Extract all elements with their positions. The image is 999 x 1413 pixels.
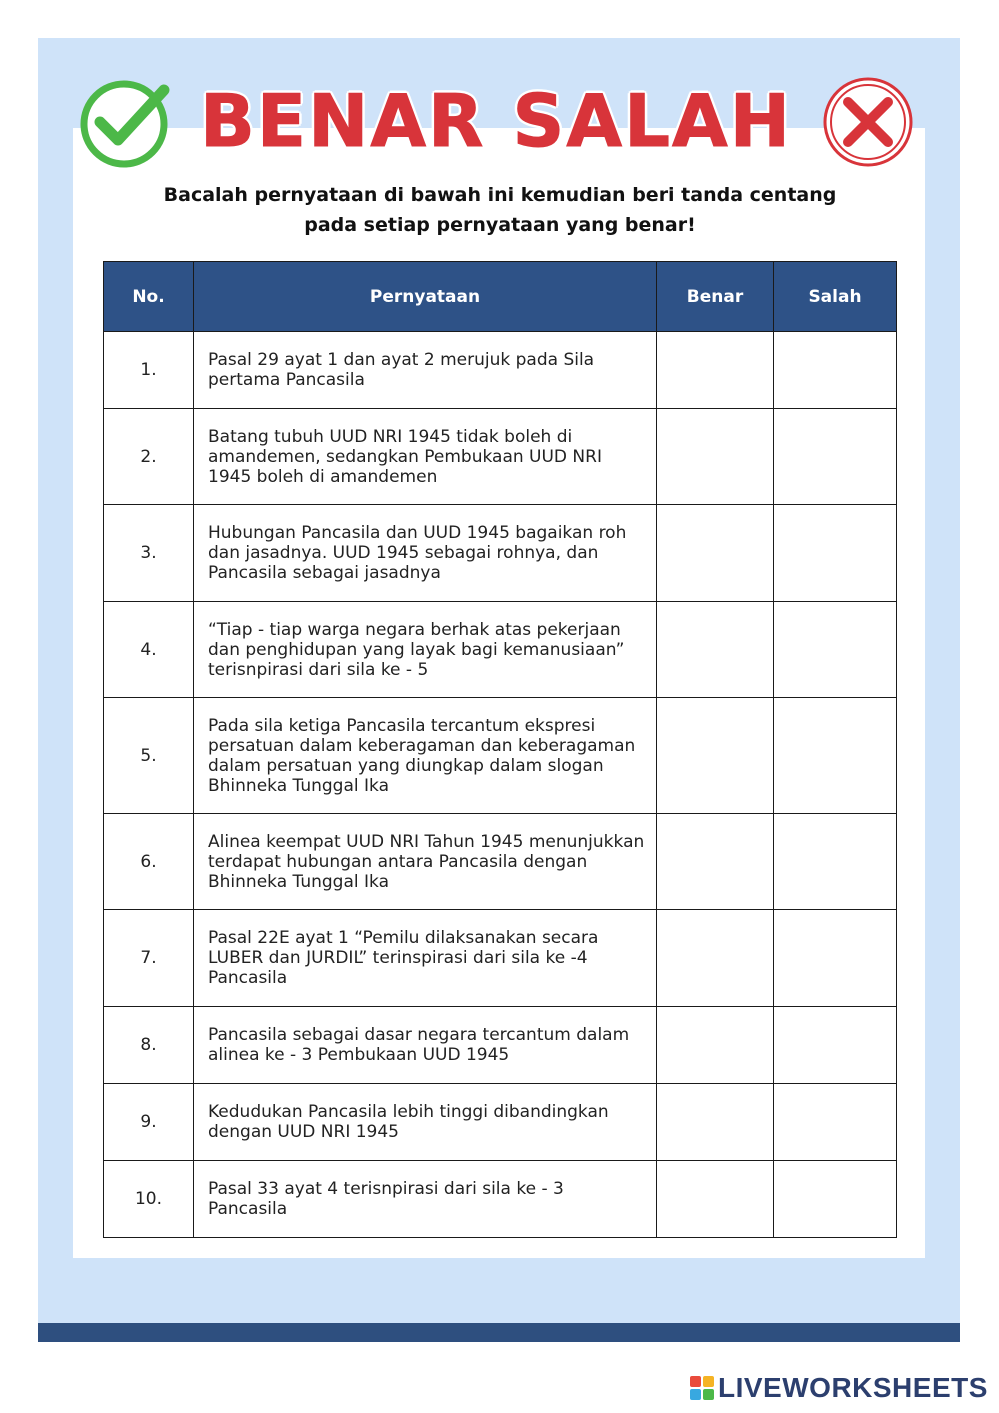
row-number: 3. xyxy=(104,505,194,602)
benar-checkbox[interactable] xyxy=(657,910,774,1007)
salah-checkbox[interactable] xyxy=(774,1007,897,1084)
instruction-text xyxy=(120,180,880,240)
x-circle-icon xyxy=(820,74,916,170)
row-statement: Batang tubuh UUD NRI 1945 tidak boleh di amandemen, sedangkan Pembukaan UUD NRI 1945 boleh di amandemen xyxy=(194,409,657,505)
row-statement: “Tiap - tiap warga negara berhak atas pekerjaan dan penghidupan yang layak bagi kemanusiaan” terisnpirasi dari sila ke - 5 xyxy=(194,602,657,698)
page-title: BENAR SALAH xyxy=(200,79,792,163)
salah-checkbox[interactable] xyxy=(774,332,897,409)
table-row xyxy=(104,505,897,602)
table-header-row xyxy=(104,262,897,332)
salah-checkbox[interactable] xyxy=(774,698,897,814)
table-row xyxy=(104,910,897,1007)
table-row xyxy=(104,1084,897,1161)
liveworksheets-brand: LIVEWORKSHEETS xyxy=(718,1372,988,1403)
salah-checkbox[interactable] xyxy=(774,910,897,1007)
row-number: 1. xyxy=(104,332,194,409)
benar-checkbox[interactable] xyxy=(657,602,774,698)
benar-checkbox[interactable] xyxy=(657,1161,774,1238)
header-salah: Salah xyxy=(774,262,897,332)
benar-checkbox[interactable] xyxy=(657,1007,774,1084)
row-number: 2. xyxy=(104,409,194,505)
salah-checkbox[interactable] xyxy=(774,602,897,698)
row-statement: Hubungan Pancasila dan UUD 1945 bagaikan roh dan jasadnya. UUD 1945 sebagai rohnya, dan Pancasila sebagai jasadnya xyxy=(194,505,657,602)
bottom-bar xyxy=(38,1323,960,1342)
table-row xyxy=(104,1161,897,1238)
benar-checkbox[interactable] xyxy=(657,505,774,602)
row-number: 8. xyxy=(104,1007,194,1084)
liveworksheets-logo[interactable] xyxy=(690,1372,988,1404)
table-row xyxy=(104,332,897,409)
table-row xyxy=(104,602,897,698)
salah-checkbox[interactable] xyxy=(774,409,897,505)
row-statement: Pasal 22E ayat 1 “Pemilu dilaksanakan secara LUBER dan JURDIL” terinspirasi dari sila ke -4 Pancasila xyxy=(194,910,657,1007)
salah-checkbox[interactable] xyxy=(774,505,897,602)
table-row xyxy=(104,1007,897,1084)
table-row xyxy=(104,698,897,814)
liveworksheets-icon xyxy=(690,1376,714,1400)
row-statement: Pasal 29 ayat 1 dan ayat 2 merujuk pada Sila pertama Pancasila xyxy=(194,332,657,409)
instruction-line-2: pada setiap pernyataan yang benar! xyxy=(304,214,696,236)
benar-checkbox[interactable] xyxy=(657,698,774,814)
salah-checkbox[interactable] xyxy=(774,1161,897,1238)
salah-checkbox[interactable] xyxy=(774,814,897,910)
header-statement: Pernyataan xyxy=(194,262,657,332)
row-number: 5. xyxy=(104,698,194,814)
row-number: 6. xyxy=(104,814,194,910)
header-no: No. xyxy=(104,262,194,332)
instruction-line-1: Bacalah pernyataan di bawah ini kemudian beri tanda centang xyxy=(163,184,837,206)
table-row xyxy=(104,409,897,505)
row-statement: Alinea keempat UUD NRI Tahun 1945 menunjukkan terdapat hubungan antara Pancasila dengan Bhinneka Tunggal Ika xyxy=(194,814,657,910)
row-number: 4. xyxy=(104,602,194,698)
row-number: 9. xyxy=(104,1084,194,1161)
row-number: 7. xyxy=(104,910,194,1007)
table-row xyxy=(104,814,897,910)
benar-checkbox[interactable] xyxy=(657,1084,774,1161)
check-circle-icon xyxy=(78,74,174,170)
title-container xyxy=(196,78,796,164)
statements-table xyxy=(103,261,897,1238)
row-statement: Pancasila sebagai dasar negara tercantum dalam alinea ke - 3 Pembukaan UUD 1945 xyxy=(194,1007,657,1084)
benar-checkbox[interactable] xyxy=(657,814,774,910)
benar-checkbox[interactable] xyxy=(657,332,774,409)
salah-checkbox[interactable] xyxy=(774,1084,897,1161)
header-benar: Benar xyxy=(657,262,774,332)
row-number: 10. xyxy=(104,1161,194,1238)
benar-checkbox[interactable] xyxy=(657,409,774,505)
row-statement: Pada sila ketiga Pancasila tercantum ekspresi persatuan dalam keberagaman dan keberagaman dalam persatuan yang diungkap dalam slogan Bhinneka Tunggal Ika xyxy=(194,698,657,814)
row-statement: Pasal 33 ayat 4 terisnpirasi dari sila ke - 3 Pancasila xyxy=(194,1161,657,1238)
row-statement: Kedudukan Pancasila lebih tinggi dibandingkan dengan UUD NRI 1945 xyxy=(194,1084,657,1161)
